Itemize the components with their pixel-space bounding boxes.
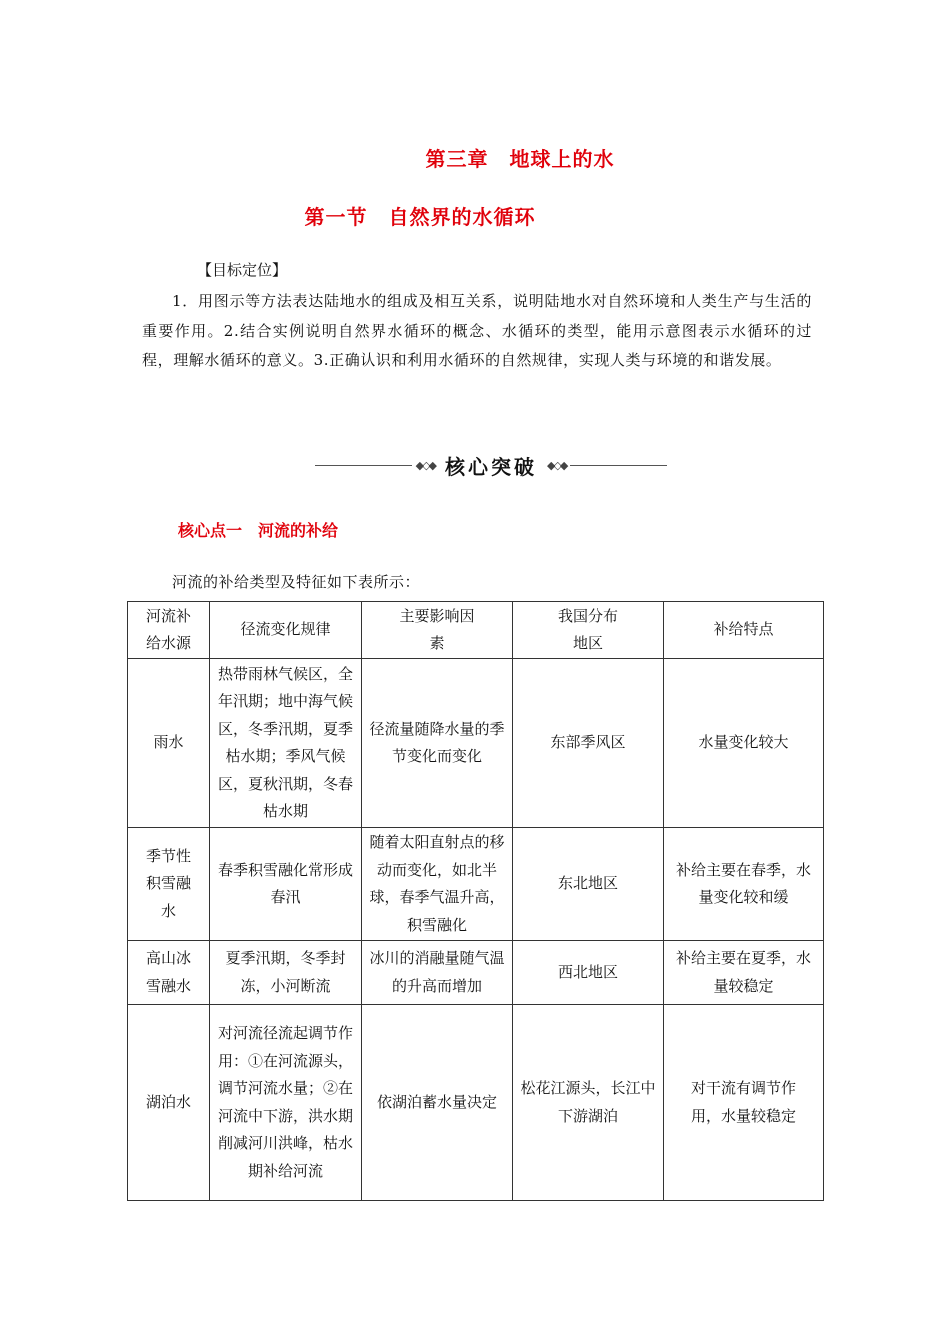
cell-runoff: 夏季汛期，冬季封冻，小河断流 [210,941,362,1005]
cell-runoff: 对河流径流起调节作用：①在河流源头，调节河流水量；②在河流中下游，洪水期削减河川洪峰，枯水期补给河流 [210,1005,362,1201]
section-title: 第一节 自然界的水循环 [304,205,536,229]
cell-runoff: 春季积雪融化常形成春汛 [210,828,362,941]
cell-factor: 依湖泊蓄水量决定 [362,1005,513,1201]
cell-distribution: 东北地区 [513,828,664,941]
cell-source: 高山冰雪融水 [128,941,210,1005]
cell-source: 季节性积雪融水 [128,828,210,941]
core-breakthrough-banner [315,450,667,480]
banner-right-ornament-icon: ◆◇◆ [547,458,567,472]
cell-factor: 径流量随降水量的季节变化而变化 [362,659,513,828]
cell-distribution: 西北地区 [513,941,664,1005]
banner-left-rule [315,465,412,466]
cell-factor: 冰川的消融量随气温的升高而增加 [362,941,513,1005]
header-runoff-pattern: 径流变化规律 [210,602,362,659]
core-point-title: 核心点一 河流的补给 [178,521,339,540]
cell-source: 雨水 [128,659,210,828]
cell-feature: 对干流有调节作用，水量较稳定 [664,1005,824,1201]
cell-feature: 补给主要在夏季，水量较稳定 [664,941,824,1005]
table-row [128,941,824,1005]
header-distribution: 我国分布地区 [513,602,664,659]
cell-source: 湖泊水 [128,1005,210,1201]
banner-right-rule [570,465,667,466]
header-feature: 补给特点 [664,602,824,659]
cell-distribution: 松花江源头，长江中下游湖泊 [513,1005,664,1201]
table-intro: 河流的补给类型及特征如下表所示： [172,573,421,591]
table-header-row [128,602,824,659]
cell-distribution: 东部季风区 [513,659,664,828]
table-row [128,659,824,828]
objectives-body [142,287,812,376]
header-source: 河流补给水源 [128,602,210,659]
river-supply-table [127,601,824,1201]
banner-label: 核心突破 [445,454,537,479]
table-row [128,1005,824,1201]
cell-feature: 水量变化较大 [664,659,824,828]
cell-factor: 随着太阳直射点的移动而变化，如北半球，春季气温升高，积雪融化 [362,828,513,941]
cell-feature: 补给主要在春季，水量变化较和缓 [664,828,824,941]
objectives-heading: 【目标定位】 [197,261,288,279]
table-row [128,828,824,941]
cell-runoff: 热带雨林气候区，全年汛期；地中海气候区，冬季汛期，夏季枯水期；季风气候区，夏秋汛期，冬春枯水期 [210,659,362,828]
header-main-factor: 主要影响因素 [362,602,513,659]
objectives-text: 1．用图示等方法表达陆地水的组成及相互关系，说明陆地水对自然环境和人类生产与生活的重要作用。2.结合实例说明自然界水循环的概念、水循环的类型，能用示意图表示水循环的过程，理解水循环的意义。3.正确认识和利用水循环的自然规律，实现人类与环境的和谐发展。 [142,292,812,369]
banner-left-ornament-icon: ◆◇◆ [415,458,435,472]
chapter-title: 第三章 地球上的水 [425,147,615,171]
